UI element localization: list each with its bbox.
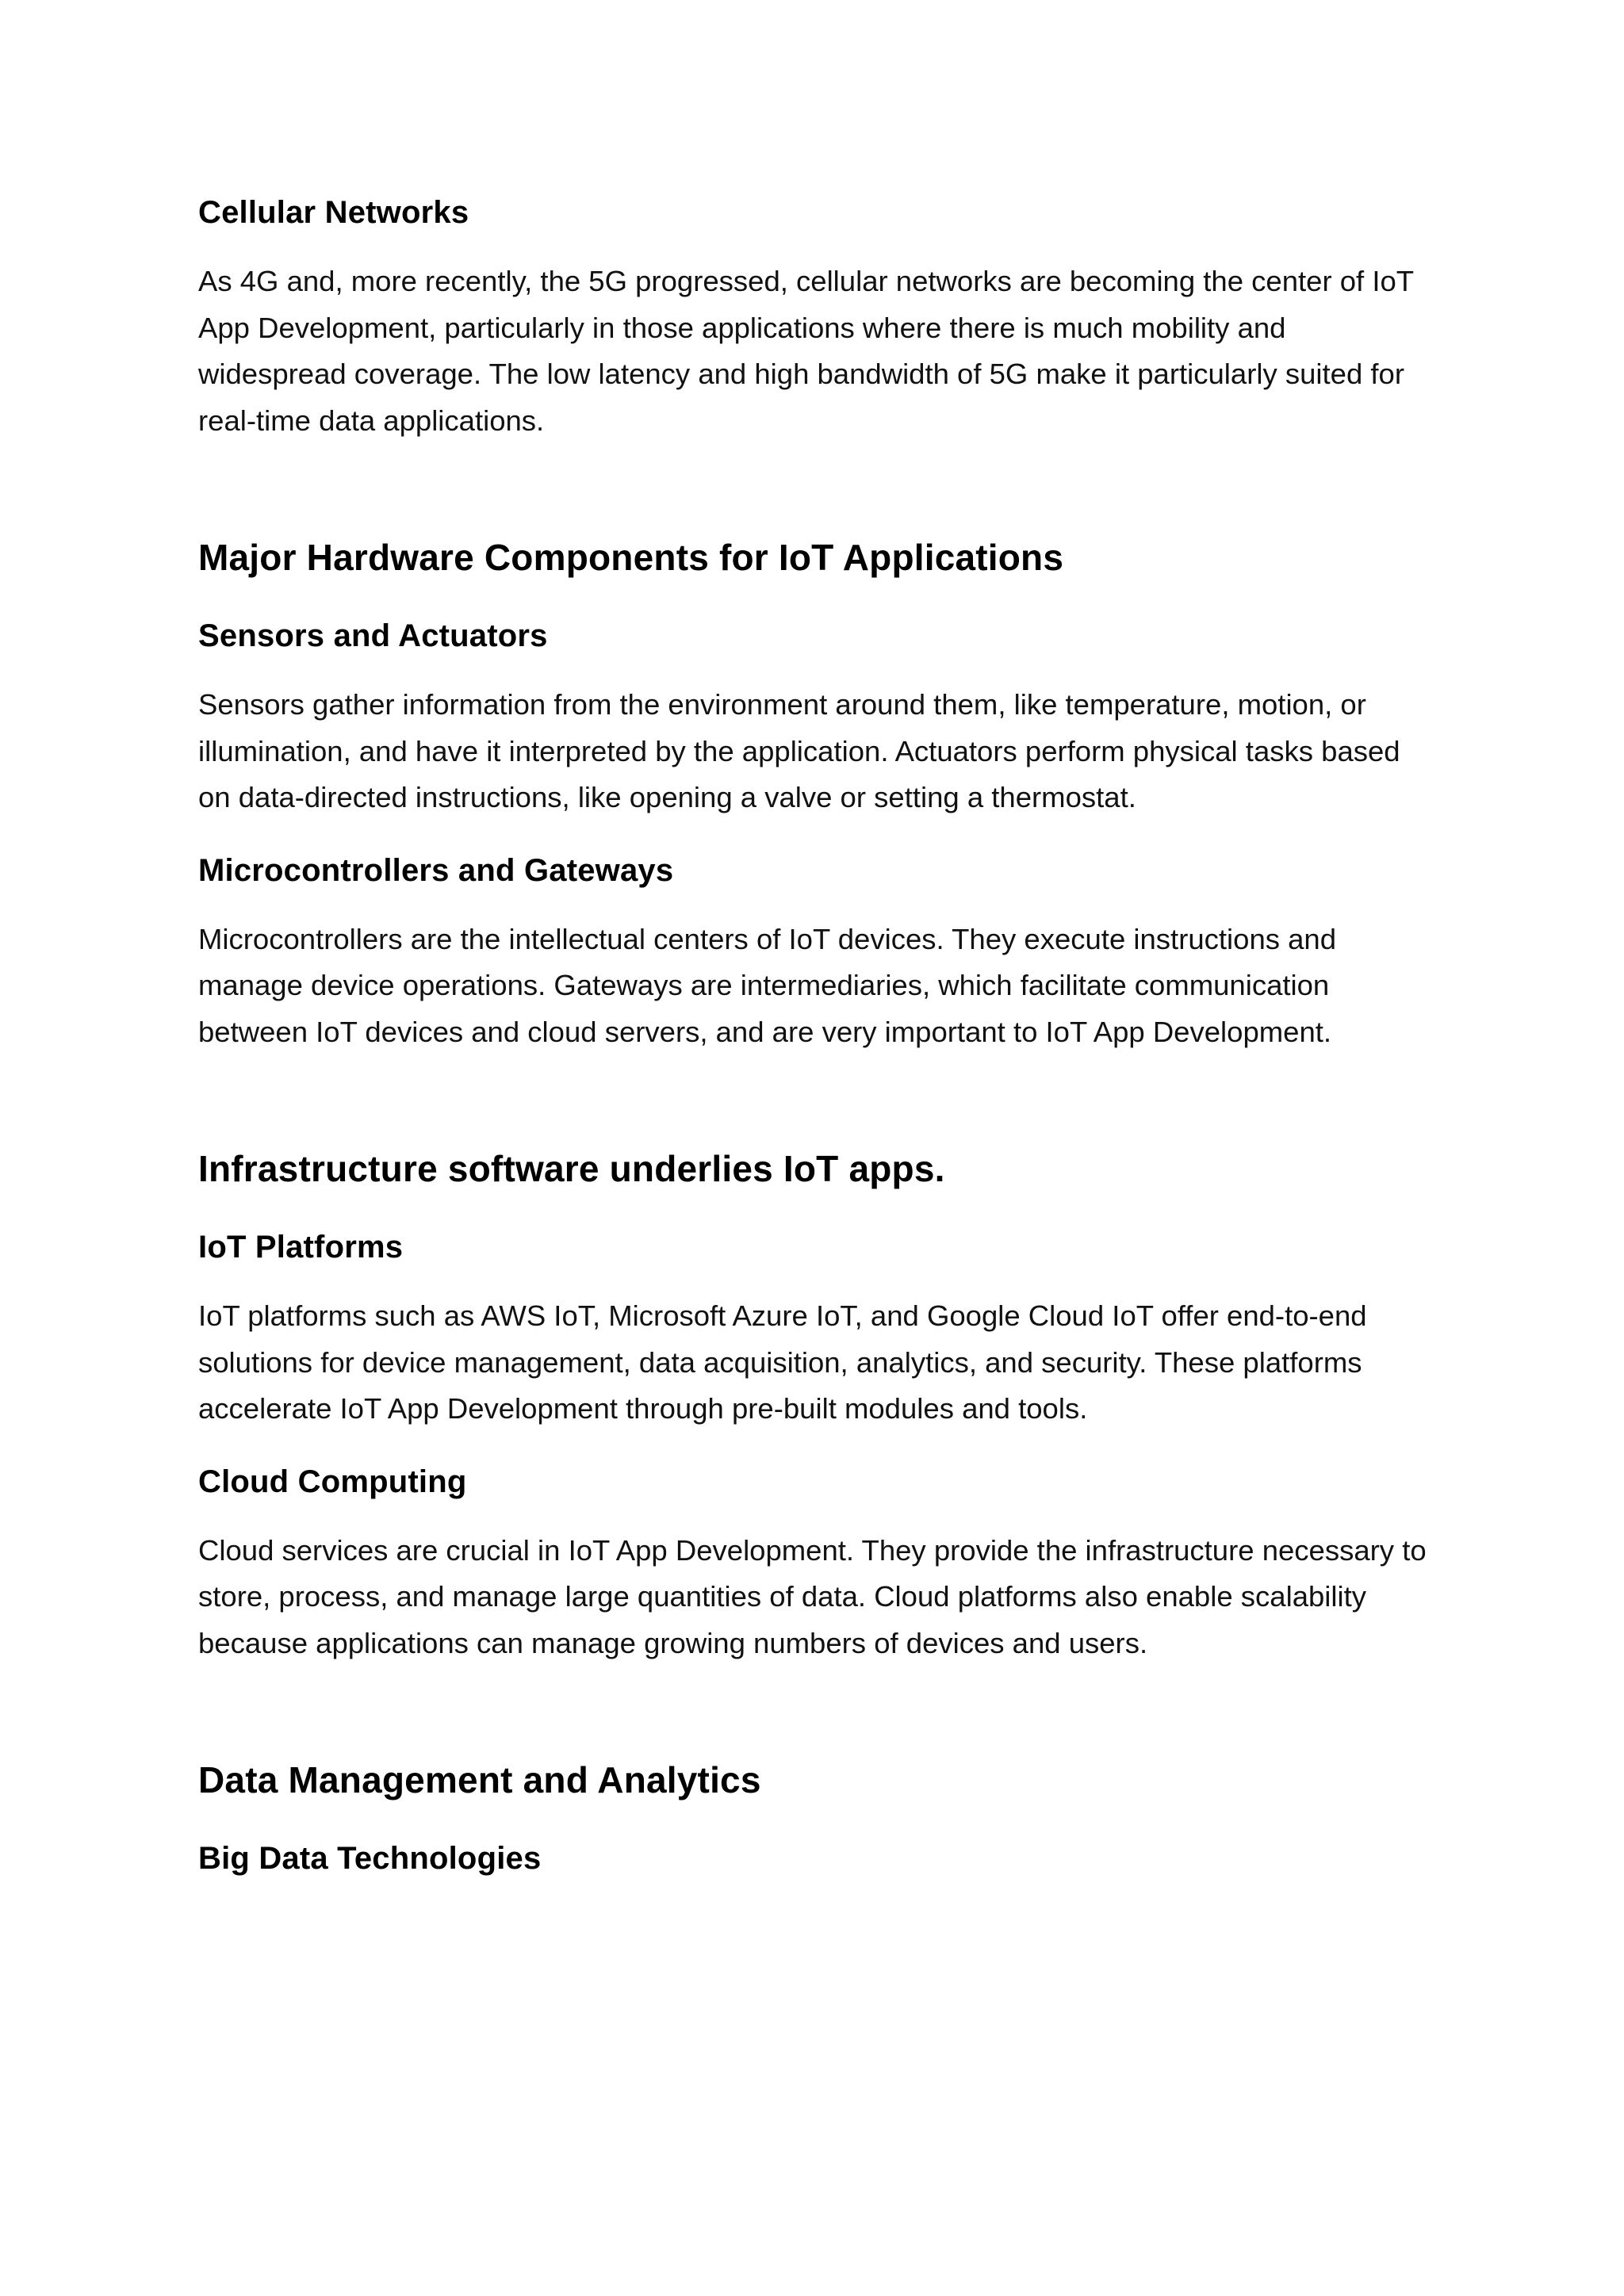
paragraph-cloud-computing: Cloud services are crucial in IoT App Development. They provide the infrastructure necessary to store, process, and manage large quantities of data. Cloud platforms also enable scalability because applications can manage growing numbers of devices and users. [198,1533,1427,1659]
subheading-cloud-computing: Cloud Computing [198,1464,467,1499]
paragraph-microcontrollers-gateways: Microcontrollers are the intellectual centers of IoT devices. They execute instructions and manage device operations. Gateways are intermediaries, which facilitate communication between IoT devices and cloud servers, and are very important to IoT App Development. [198,922,1337,1048]
subheading-microcontrollers-gateways: Microcontrollers and Gateways [198,852,674,888]
paragraph-sensors-actuators: Sensors gather information from the environment around them, like temperature, motion, or illumination, and have it interpreted by the application. Actuators perform physical tasks based on data-directed instructions, like opening a valve or setting a thermostat. [198,688,1400,813]
section-cellular-networks [198,190,1435,444]
subheading-big-data-technologies: Big Data Technologies [198,1841,542,1876]
section-data-management [198,1755,1435,1881]
subheading-iot-platforms: IoT Platforms [198,1230,404,1265]
paragraph-cellular-networks: As 4G and, more recently, the 5G progressed, cellular networks are becoming the center of IoT App Development, particularly in those applications where there is much mobility and widespread coverage. The low latency and high bandwidth of 5G make it particularly suited for real-time data applications. [198,265,1414,437]
document-page [198,190,1435,1881]
heading-hardware-components: Major Hardware Components for IoT Applications [198,537,1064,578]
section-infrastructure-software [198,1144,1435,1667]
paragraph-iot-platforms: IoT platforms such as AWS IoT, Microsoft Azure IoT, and Google Cloud IoT offer end-to-end solutions for device management, data acquisition, analytics, and security. These platforms accelerate IoT App Development through pre-built modules and tools. [198,1299,1367,1425]
section-hardware-components [198,533,1435,1055]
heading-data-management: Data Management and Analytics [198,1759,761,1800]
subheading-sensors-actuators: Sensors and Actuators [198,618,548,653]
heading-infrastructure-software: Infrastructure software underlies IoT apps. [198,1148,945,1189]
subheading-cellular-networks: Cellular Networks [198,195,469,230]
